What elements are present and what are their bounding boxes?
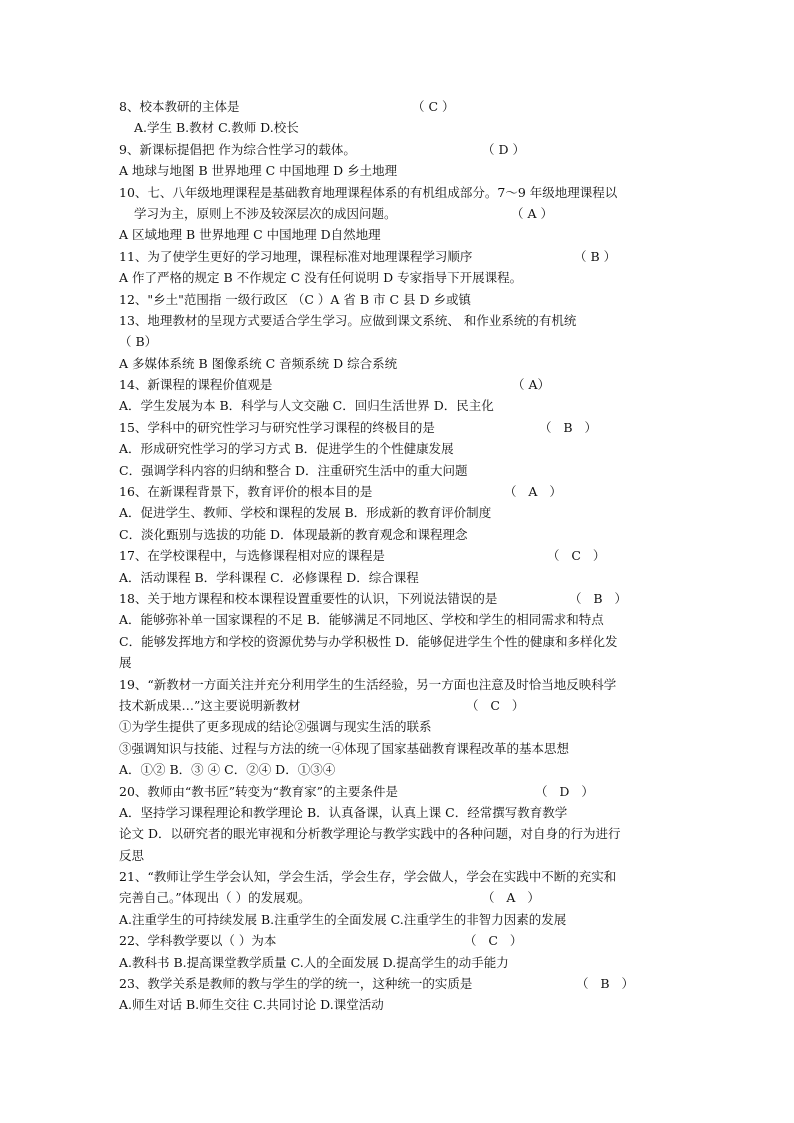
- answer-8: （ C ）: [412, 99, 455, 114]
- options-23: A.师生对话 B.师生交往 C.共同讨论 D.课堂活动: [119, 997, 384, 1013]
- options-20-a: A．坚持学习课程理论和教学理论 B．认真备课，认真上课 C．经常撰写教育教学: [119, 804, 568, 820]
- options-18-ab: A．能够弥补单一国家课程的不足 B．能够满足不同地区、学校和学生的相同需求和特点: [119, 612, 604, 628]
- options-18-cd: C．能够发挥地方和学校的资源优势与办学积极性 D．能够促进学生个性的健康和多样化发: [119, 633, 618, 649]
- question-18: 18、关于地方课程和校本课程设置重要性的认识，下列说法错误的是 （ B ）: [119, 588, 679, 609]
- answer-19: （ C ）: [466, 697, 525, 713]
- question-16: 16、在新课程背景下，教育评价的根本目的是 （ A ）: [119, 481, 679, 502]
- options-11: A 作了严格的规定 B 不作规定 C 没有任何说明 D 专家指导下开展课程。: [119, 270, 523, 286]
- question-21-cont: 完善自己。”体现出（ ）的发展观。 （ A ）: [119, 887, 679, 908]
- question-23: 23、教学关系是教师的教与学生的学的统一，这种统一的实质是 （ B ）: [119, 973, 679, 994]
- options-16-ab: A．促进学生、教师、学校和课程的发展 B．形成新的教育评价制度: [119, 505, 492, 521]
- answer-23: （ B ）: [576, 976, 635, 992]
- options-21: A.注重学生的可持续发展 B.注重学生的全面发展 C.注重学生的非智力因素的发展: [119, 911, 567, 927]
- question-10: 10、七、八年级地理课程是基础教育地理课程体系的有机组成部分。7～9 年级地理课程以: [119, 184, 618, 200]
- question-20: 20、教师由“教书匠”转变为“教育家”的主要条件是 （ D ）: [119, 781, 679, 802]
- options-22: A.教科书 B.提高课堂教学质量 C.人的全面发展 D.提高学生的动手能力: [119, 954, 509, 970]
- statements-19-a: ①为学生提供了更多现成的结论②强调与现实生活的联系: [119, 719, 432, 735]
- question-21: 21、“教师让学生学会认知，学会生活，学会生存，学会做人，学会在实践中不断的充实和: [119, 869, 617, 885]
- question-19: 19、“新教材一方面关注并充分利用学生的生活经验，另一方面也注意及时恰当地反映科学: [119, 676, 617, 692]
- question-10-cont: 学习为主，原则上不涉及较深层次的成因问题。 （ A ）: [119, 203, 679, 224]
- statements-19-b: ③强调知识与技能、过程与方法的统一④体现了国家基础教育课程改革的基本思想: [119, 740, 570, 756]
- answer-13: （ B）: [119, 334, 158, 350]
- question-list: [119, 96, 679, 1016]
- question-9: 9、新课标提倡把 作为综合性学习的载体。 （ D ）: [119, 139, 679, 160]
- question-13: 13、地理教材的呈现方式要适合学生学习。应做到课文系统、 和作业系统的有机统: [119, 312, 577, 328]
- question-15: 15、学科中的研究性学习与研究性学习课程的终极目的是 （ B ）: [119, 417, 679, 438]
- answer-11: （ B ）: [574, 248, 617, 264]
- options-19: A．①② B．③ ④ C．②④ D．①③④: [119, 762, 336, 778]
- answer-10: （ A ）: [511, 205, 553, 221]
- options-20-c: 反思: [119, 847, 145, 863]
- options-10: A 区域地理 B 世界地理 C 中国地理 D自然地理: [119, 227, 381, 243]
- question-8: 8、校本教研的主体是 （ C ）: [119, 96, 679, 117]
- options-20-b: 论文 D．以研究者的眼光审视和分析教学理论与教学实践中的各种问题，对自身的行为进行: [119, 826, 621, 842]
- options-9: A 地球与地图 B 世界地理 C 中国地理 D 乡土地理: [119, 163, 398, 179]
- answer-20: （ D ）: [535, 783, 594, 799]
- question-17: 17、在学校课程中，与选修课程相对应的课程是 （ C ）: [119, 545, 679, 566]
- options-8: A.学生 B.教材 C.教师 D.校长: [134, 120, 299, 136]
- answer-15: （ B ）: [539, 419, 598, 435]
- answer-18: （ B ）: [569, 590, 628, 606]
- options-14: A．学生发展为本 B．科学与人文交融 C．回归生活世界 D．民主化: [119, 398, 494, 414]
- options-15-ab: A．形成研究性学习的学习方式 B．促进学生的个性健康发展: [119, 441, 454, 457]
- question-12: 12、"乡土"范围指 一级行政区 （C ）A 省 B 市 C 县 D 乡或镇: [119, 291, 472, 307]
- answer-22: （ C ）: [464, 933, 523, 949]
- options-13: A 多媒体系统 B 图像系统 C 音频系统 D 综合系统: [119, 355, 398, 371]
- answer-17: （ C ）: [547, 548, 606, 564]
- answer-9: （ D ）: [482, 141, 525, 157]
- question-11: 11、为了使学生更好的学习地理，课程标准对地理课程学习顺序 （ B ）: [119, 246, 679, 267]
- question-19-cont: 技术新成果…”这主要说明新教材 （ C ）: [119, 695, 679, 716]
- options-18-cont: 展: [119, 655, 132, 671]
- answer-14: （ A）: [512, 377, 551, 393]
- question-14: 14、新课程的课程价值观是 （ A）: [119, 374, 679, 395]
- question-22: 22、学科教学要以（ ）为本 （ C ）: [119, 930, 679, 951]
- options-16-cd: C．淡化甄别与选拔的功能 D．体现最新的教育观念和课程理念: [119, 526, 468, 542]
- options-15-cd: C．强调学科内容的归纳和整合 D．注重研究生活中的重大问题: [119, 462, 468, 478]
- answer-21: （ A ）: [482, 890, 540, 906]
- options-17: A．活动课程 B．学科课程 C．必修课程 D．综合课程: [119, 569, 419, 585]
- answer-16: （ A ）: [504, 484, 562, 500]
